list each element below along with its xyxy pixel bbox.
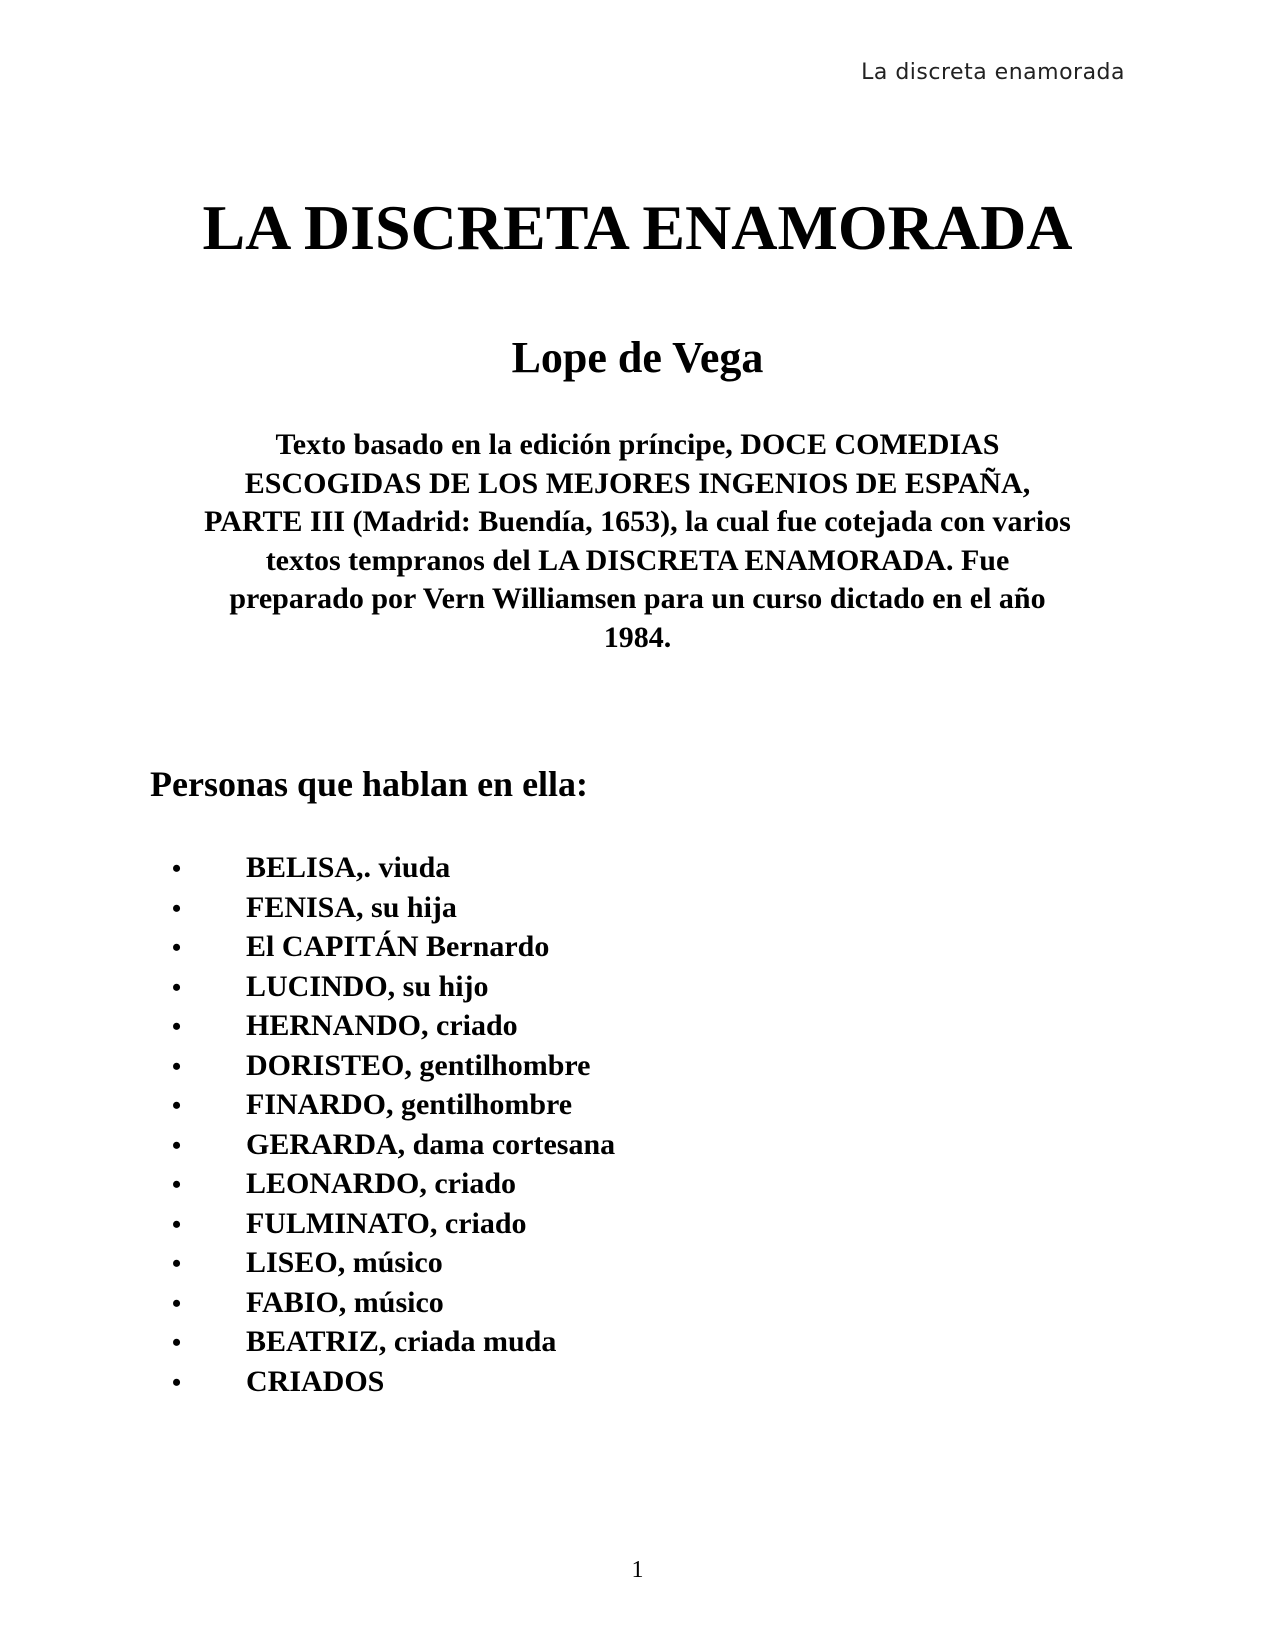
source-note-line: ESCOGIDAS DE LOS MEJORES INGENIOS DE ESPAÑA, xyxy=(244,466,1031,500)
cast-member: FABIO, músico xyxy=(246,1285,444,1319)
cast-list-item xyxy=(150,1006,615,1046)
bullet-icon: • xyxy=(172,972,182,1002)
cast-member: LISEO, músico xyxy=(246,1246,443,1279)
bullet-icon: • xyxy=(172,1249,182,1278)
cast-member: GERARDA, dama cortesana xyxy=(246,1127,616,1161)
bullet-icon: • xyxy=(172,893,182,923)
bullet-icon: • xyxy=(172,933,182,962)
cast-list-item xyxy=(150,848,615,888)
cast-member: DORISTEO, gentilhombre xyxy=(246,1048,591,1082)
cast-member: FENISA, su hija xyxy=(246,890,457,924)
cast-member: LUCINDO, su hijo xyxy=(246,969,489,1003)
bullet-icon: • xyxy=(172,1091,182,1120)
bullet-icon: • xyxy=(172,1130,182,1160)
cast-list-item xyxy=(150,1125,615,1165)
page-number: 1 xyxy=(631,1557,644,1583)
cast-list-item xyxy=(150,1164,615,1204)
cast-list xyxy=(150,848,615,1401)
running-header: La discreta enamorada xyxy=(861,60,1125,85)
cast-member: HERNANDO, criado xyxy=(246,1009,518,1042)
cast-list-item xyxy=(150,1046,615,1086)
cast-member: El CAPITÁN Bernardo xyxy=(246,930,550,963)
cast-list-item xyxy=(150,888,615,928)
cast-member: BELISA,. viuda xyxy=(246,851,451,884)
cast-list-item xyxy=(150,927,615,967)
bullet-icon: • xyxy=(172,1170,182,1199)
source-note-line: Texto basado en la edición príncipe, DOCE COMEDIAS xyxy=(275,428,1000,461)
source-note-line: textos tempranos del LA DISCRETA ENAMORADA. Fue xyxy=(265,543,1010,577)
cast-heading: Personas que hablan en ella: xyxy=(150,764,589,804)
cast-member: FINARDO, gentilhombre xyxy=(246,1088,573,1121)
bullet-icon: • xyxy=(172,1012,182,1041)
bullet-icon: • xyxy=(172,1209,182,1239)
bullet-icon: • xyxy=(172,1367,182,1397)
cast-list-item xyxy=(150,1243,615,1283)
source-note xyxy=(150,426,1125,657)
bullet-icon: • xyxy=(172,854,182,883)
source-note-line: PARTE III (Madrid: Buendía, 1653), la cual fue cotejada con varios xyxy=(204,505,1071,538)
bullet-icon: • xyxy=(172,1051,182,1081)
cast-list-item xyxy=(150,1362,615,1402)
cast-member: BEATRIZ, criada muda xyxy=(246,1325,557,1358)
cast-member: FULMINATO, criado xyxy=(246,1206,527,1240)
document-title: LA DISCRETA ENAMORADA xyxy=(202,192,1073,263)
source-note-line: preparado por Vern Williamsen para un curso dictado en el año xyxy=(229,582,1046,615)
cast-list-item xyxy=(150,967,615,1007)
cast-member: LEONARDO, criado xyxy=(246,1167,516,1200)
cast-member: CRIADOS xyxy=(246,1364,385,1398)
source-note-line: 1984. xyxy=(603,620,672,654)
cast-list-item xyxy=(150,1322,615,1362)
author-name: Lope de Vega xyxy=(511,333,764,382)
bullet-icon: • xyxy=(172,1288,182,1318)
cast-list-item xyxy=(150,1283,615,1323)
cast-list-item xyxy=(150,1085,615,1125)
bullet-icon: • xyxy=(172,1328,182,1357)
cast-list-item xyxy=(150,1204,615,1244)
